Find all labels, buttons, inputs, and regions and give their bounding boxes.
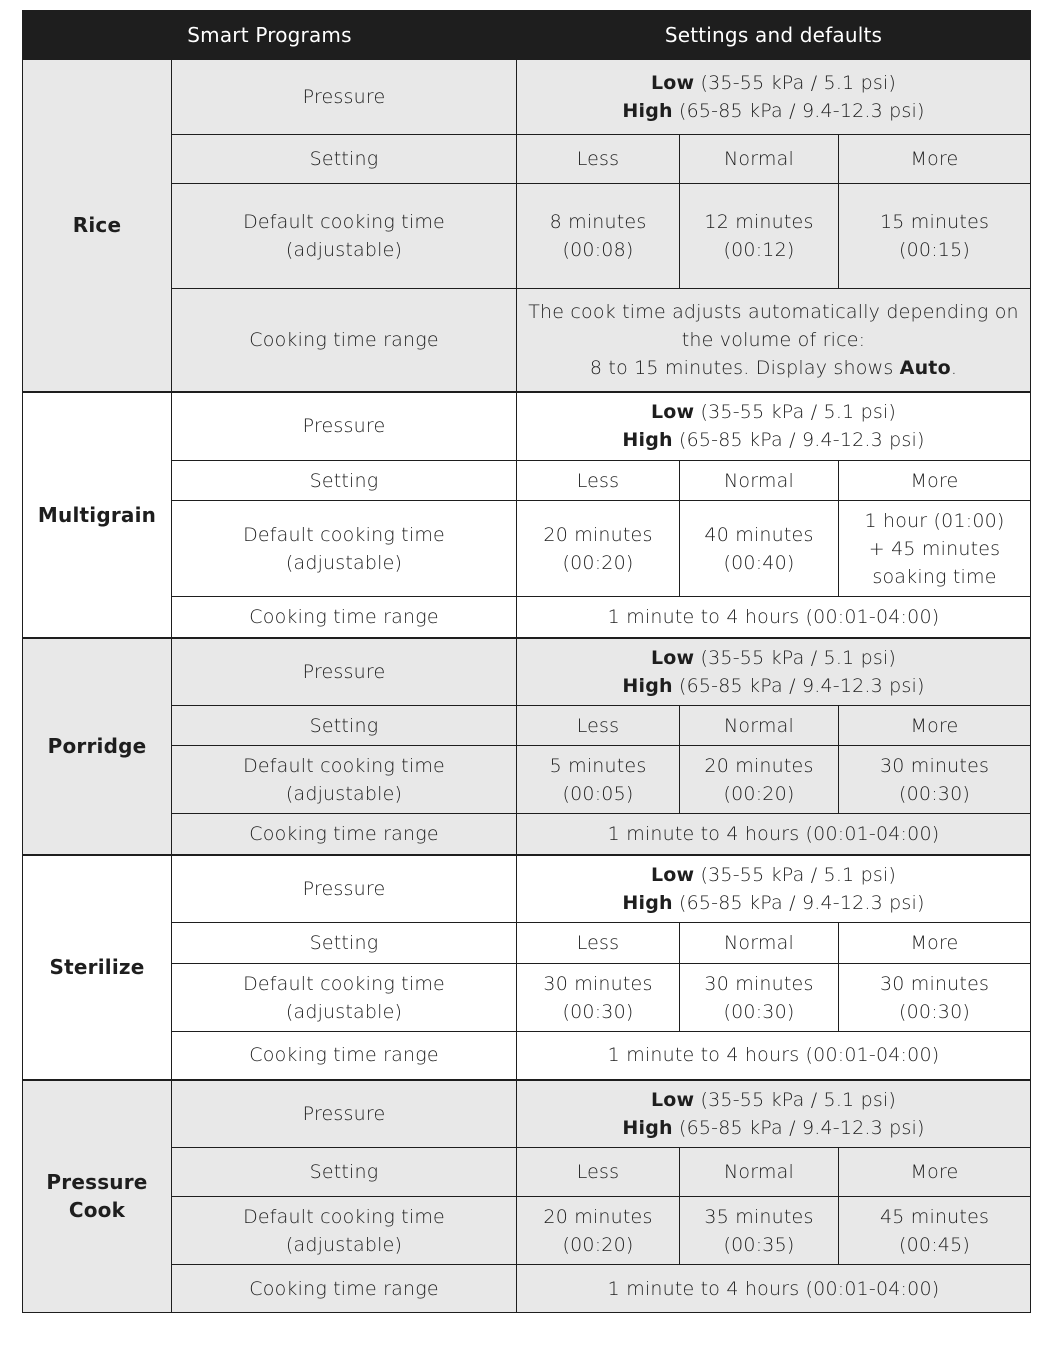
setting-less: Less: [517, 1148, 680, 1197]
multigrain-setting-row: [23, 461, 1031, 501]
label-setting: Setting: [172, 461, 517, 501]
pressure-cook-range-row: [23, 1265, 1031, 1313]
range-value: 1 minute to 4 hours (00:01-04:00): [517, 814, 1031, 855]
pressure-cook-default-time-row: [23, 1197, 1031, 1265]
sterilize-setting-row: [23, 923, 1031, 964]
program-name-rice: Rice: [23, 60, 172, 392]
default-normal: 35 minutes (00:35): [680, 1197, 839, 1265]
sterilize-pressure-row: [23, 855, 1031, 923]
default-more: 30 minutes (00:30): [839, 964, 1031, 1032]
pressure-cook-pressure-row: [23, 1080, 1031, 1148]
sterilize-range-row: [23, 1032, 1031, 1080]
range-value: The cook time adjusts automatically depending on the volume of rice: 8 to 15 minutes. Display shows Auto.: [517, 289, 1031, 392]
label-range: Cooking time range: [172, 597, 517, 638]
porridge-setting-row: [23, 706, 1031, 746]
label-range: Cooking time range: [172, 1032, 517, 1080]
label-default-time: Default cooking time (adjustable): [172, 184, 517, 289]
setting-more: More: [839, 461, 1031, 501]
setting-normal: Normal: [680, 135, 839, 184]
default-normal: 40 minutes (00:40): [680, 501, 839, 597]
label-range: Cooking time range: [172, 1265, 517, 1313]
label-setting: Setting: [172, 923, 517, 964]
default-more: 30 minutes (00:30): [839, 746, 1031, 814]
multigrain-default-time-row: [23, 501, 1031, 597]
porridge-pressure-row: [23, 638, 1031, 706]
pressure-value: Low (35-55 kPa / 5.1 psi) High (65-85 kPa / 9.4-12.3 psi): [517, 638, 1031, 706]
sterilize-default-time-row: [23, 964, 1031, 1032]
setting-more: More: [839, 135, 1031, 184]
multigrain-range-row: [23, 597, 1031, 638]
pressure-cook-setting-row: [23, 1148, 1031, 1197]
setting-less: Less: [517, 135, 680, 184]
porridge-range-row: [23, 814, 1031, 855]
rice-range-row: [23, 289, 1031, 392]
setting-normal: Normal: [680, 1148, 839, 1197]
rice-setting-row: [23, 135, 1031, 184]
rice-pressure-row: [23, 60, 1031, 135]
label-pressure: Pressure: [172, 638, 517, 706]
pressure-value: Low (35-55 kPa / 5.1 psi) High (65-85 kPa / 9.4-12.3 psi): [517, 1080, 1031, 1148]
setting-normal: Normal: [680, 706, 839, 746]
header-smart-programs: Smart Programs: [23, 11, 517, 60]
label-setting: Setting: [172, 135, 517, 184]
rice-default-time-row: [23, 184, 1031, 289]
porridge-default-time-row: [23, 746, 1031, 814]
program-name-porridge: Porridge: [23, 638, 172, 855]
header-settings-defaults: Settings and defaults: [517, 11, 1031, 60]
setting-more: More: [839, 706, 1031, 746]
default-less: 8 minutes (00:08): [517, 184, 680, 289]
default-less: 20 minutes (00:20): [517, 501, 680, 597]
default-less: 5 minutes (00:05): [517, 746, 680, 814]
label-range: Cooking time range: [172, 289, 517, 392]
label-setting: Setting: [172, 1148, 517, 1197]
table-header-row: [23, 11, 1031, 60]
program-name-pressure-cook: Pressure Cook: [23, 1080, 172, 1313]
default-normal: 20 minutes (00:20): [680, 746, 839, 814]
multigrain-pressure-row: [23, 392, 1031, 461]
setting-more: More: [839, 923, 1031, 964]
label-default-time: Default cooking time (adjustable): [172, 746, 517, 814]
smart-programs-table: [22, 10, 1031, 1313]
setting-normal: Normal: [680, 923, 839, 964]
label-default-time: Default cooking time (adjustable): [172, 1197, 517, 1265]
default-more: 45 minutes (00:45): [839, 1197, 1031, 1265]
label-range: Cooking time range: [172, 814, 517, 855]
program-name-sterilize: Sterilize: [23, 855, 172, 1080]
setting-more: More: [839, 1148, 1031, 1197]
default-less: 30 minutes (00:30): [517, 964, 680, 1032]
setting-normal: Normal: [680, 461, 839, 501]
label-pressure: Pressure: [172, 1080, 517, 1148]
range-value: 1 minute to 4 hours (00:01-04:00): [517, 1032, 1031, 1080]
pressure-value: Low (35-55 kPa / 5.1 psi) High (65-85 kPa / 9.4-12.3 psi): [517, 855, 1031, 923]
program-name-multigrain: Multigrain: [23, 392, 172, 638]
label-default-time: Default cooking time (adjustable): [172, 501, 517, 597]
label-pressure: Pressure: [172, 60, 517, 135]
pressure-value: Low (35-55 kPa / 5.1 psi) High (65-85 kPa / 9.4-12.3 psi): [517, 392, 1031, 461]
default-more: 15 minutes (00:15): [839, 184, 1031, 289]
setting-less: Less: [517, 461, 680, 501]
setting-less: Less: [517, 923, 680, 964]
default-less: 20 minutes (00:20): [517, 1197, 680, 1265]
label-default-time: Default cooking time (adjustable): [172, 964, 517, 1032]
range-value: 1 minute to 4 hours (00:01-04:00): [517, 597, 1031, 638]
default-more: 1 hour (01:00) + 45 minutes soaking time: [839, 501, 1031, 597]
range-value: 1 minute to 4 hours (00:01-04:00): [517, 1265, 1031, 1313]
default-normal: 12 minutes (00:12): [680, 184, 839, 289]
label-pressure: Pressure: [172, 855, 517, 923]
label-setting: Setting: [172, 706, 517, 746]
pressure-value: Low (35-55 kPa / 5.1 psi) High (65-85 kPa / 9.4-12.3 psi): [517, 60, 1031, 135]
label-pressure: Pressure: [172, 392, 517, 461]
setting-less: Less: [517, 706, 680, 746]
default-normal: 30 minutes (00:30): [680, 964, 839, 1032]
